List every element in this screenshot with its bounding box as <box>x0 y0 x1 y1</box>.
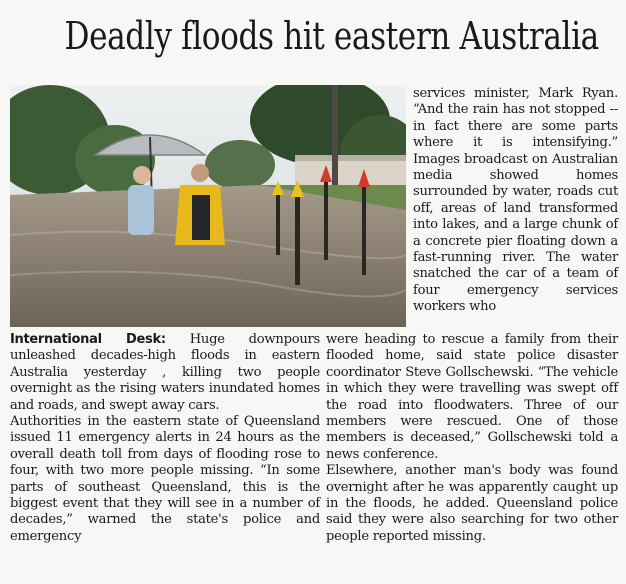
column-left <box>10 332 320 545</box>
flood-scene-illustration <box>10 85 406 327</box>
marker-post-4 <box>362 185 366 275</box>
trees-mid <box>205 140 275 190</box>
person-1-body <box>128 185 154 235</box>
headline: Deadly floods hit eastern Australia <box>64 14 599 58</box>
house-roof-edge <box>295 155 406 161</box>
paragraph-4: Elsewhere, another man's body was found overnight after he was apparently caught up in the floods, he added. Queensland police said they were also searching for two other people reported missing. <box>326 463 618 544</box>
lead-text: Huge downpours unleashed decades-high floods in eastern Australia yesterday , killing two people overnight as the rising waters inundated homes and roads, and swept away cars. <box>10 332 321 413</box>
byline: International Desk: <box>10 332 166 347</box>
paragraph-continued: services minister, Mark Ryan. “And the rain has not stopped -- in fact there are some parts where it is intensifying.” Images broadcast on Australian media showed homes surrounded by water, roads cut off, areas of land transformed into lakes, and a large chunk of a concrete pier floating down a fast-running river. The water snatched the car of a team of four emergency services workers who <box>413 86 618 315</box>
person-2-shirt <box>192 195 210 240</box>
column-right-top <box>413 86 618 316</box>
marker-post-2 <box>295 195 300 285</box>
lead-paragraph <box>10 332 320 414</box>
paragraph-3-continued: were heading to rescue a family from their flooded home, said state police disaster coordinator Steve Gollschewski. “The vehicle in which they were travelling was swept off the road into floodwaters. Three of our members were rescued. One of those members is deceased,” Gollschewski told a news conference. <box>326 332 618 462</box>
marker-post-3 <box>324 180 328 260</box>
person-1-head <box>133 166 151 184</box>
column-right-bottom <box>326 332 618 545</box>
person-2-head <box>191 164 209 182</box>
flood-photo <box>10 85 406 327</box>
paragraph-2: Authorities in the eastern state of Queensland issued 11 emergency alerts in 24 hours as the overall death toll from days of flooding rose to four, with two more people missing. “In some parts of southeast Queensland, this is the biggest event that they will see in a number of decades,” warned the state's police and emergency <box>10 414 320 544</box>
marker-post-1 <box>276 195 280 255</box>
